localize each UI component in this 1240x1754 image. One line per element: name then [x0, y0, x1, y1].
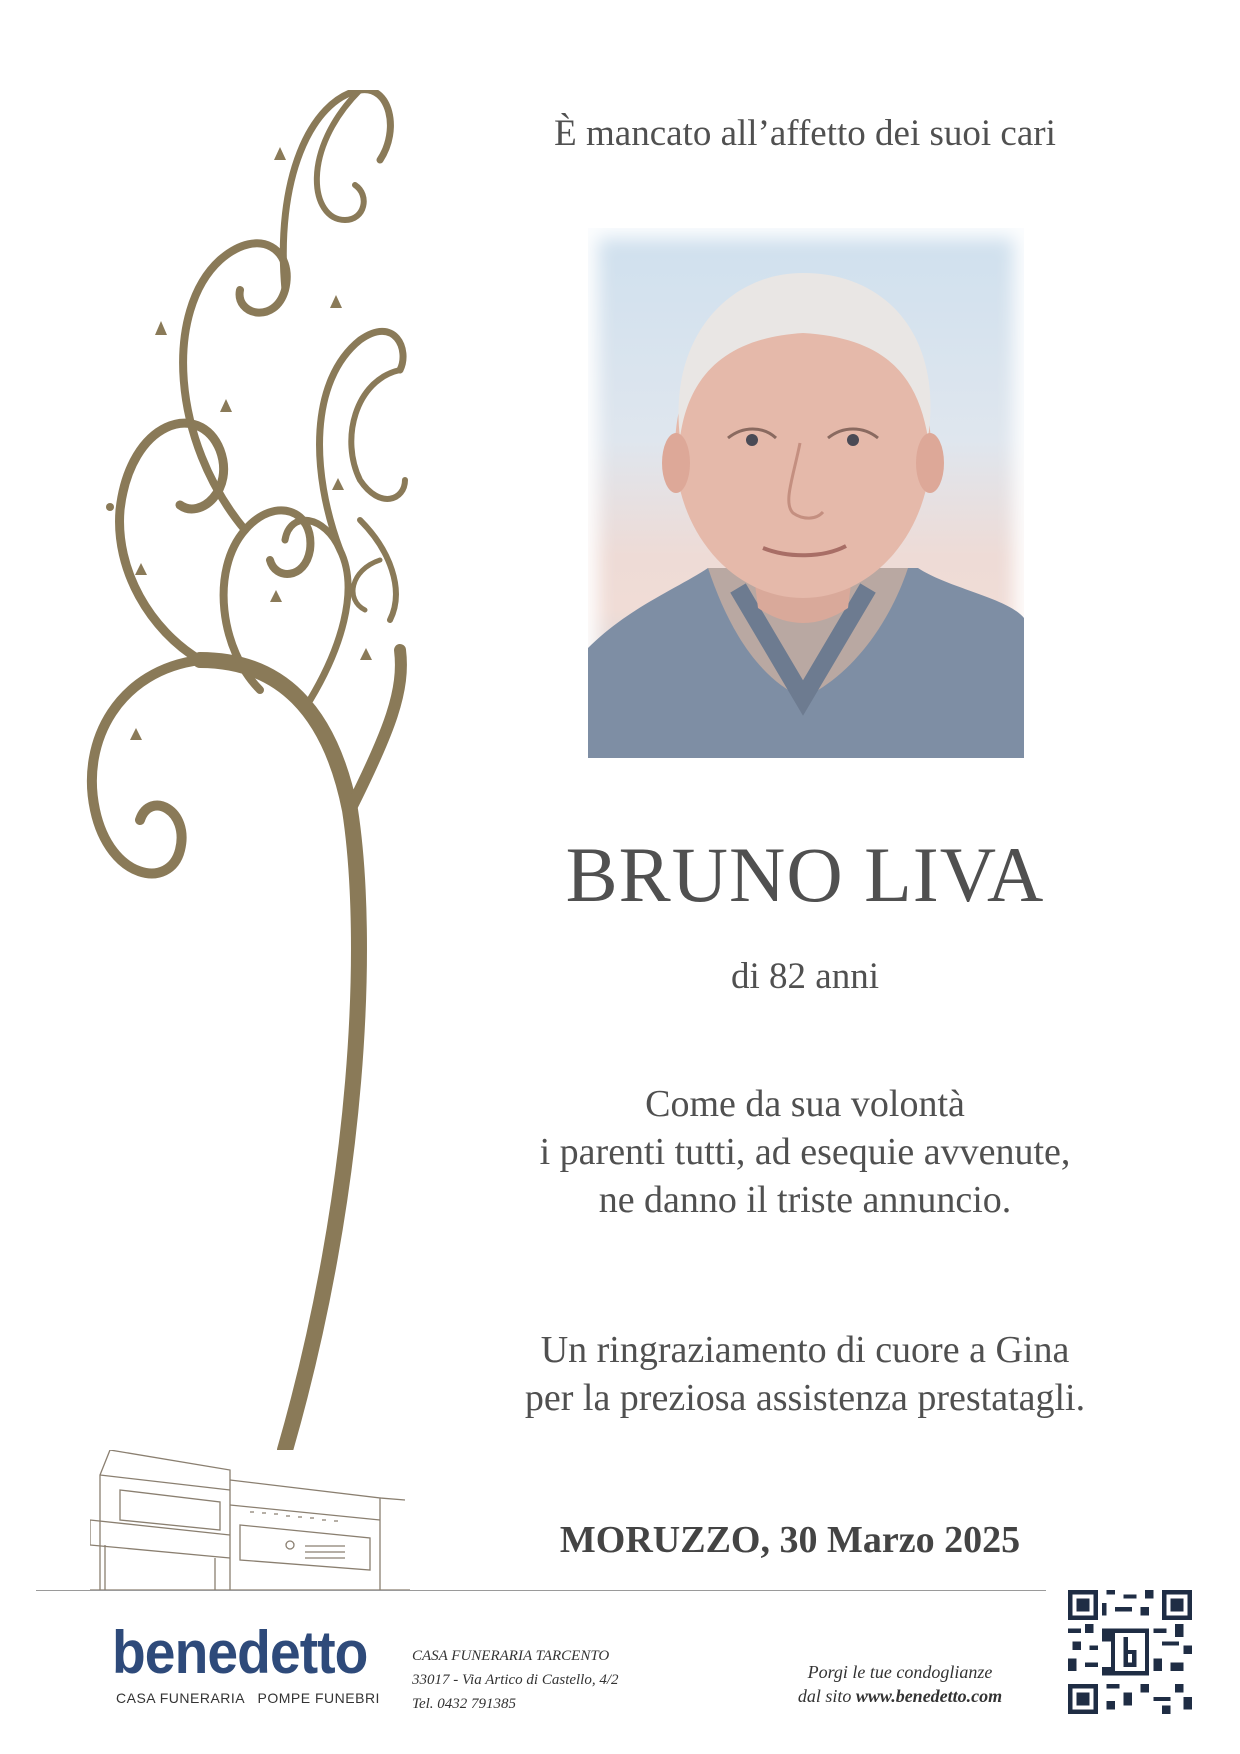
- website-link[interactable]: www.benedetto.com: [855, 1686, 1003, 1706]
- place-date: MORUZZO, 30 Marzo 2025: [559, 1519, 1021, 1561]
- funeral-home-building-icon: [90, 1450, 410, 1600]
- message-line: ne danno il triste annuncio.: [598, 1179, 1012, 1221]
- condolences-prefix: dal sito: [797, 1686, 856, 1706]
- address-line: 33017 - Via Artico di Castello, 4/2: [412, 1672, 619, 1688]
- decorative-tree-ornament: [60, 90, 420, 1450]
- message-line: i parenti tutti, ad esequie avvenute,: [539, 1131, 1071, 1173]
- announcement-message: [460, 1080, 1150, 1224]
- age-text: di 82 anni: [731, 956, 879, 997]
- address-line: Tel. 0432 791385: [412, 1696, 517, 1712]
- benedetto-logo: benedetto: [112, 1619, 368, 1686]
- condolences-line: Porgi le tue condoglianze: [807, 1662, 993, 1682]
- thanks-message: [460, 1326, 1150, 1422]
- condolences-note: [760, 1660, 1040, 1708]
- logo-subtitle: CASA FUNERARIA POMPE FUNEBRI: [116, 1690, 380, 1706]
- thanks-line: Un ringraziamento di cuore a Gina: [540, 1329, 1070, 1371]
- portrait-photo: [588, 228, 1024, 758]
- thanks-line: per la preziosa assistenza prestatagli.: [524, 1377, 1086, 1419]
- footer-divider: [36, 1590, 1046, 1591]
- funeral-home-address: [412, 1644, 619, 1716]
- qr-code-icon[interactable]: [1068, 1590, 1192, 1714]
- intro-text: È mancato all’affetto dei suoi cari: [554, 113, 1056, 154]
- address-line: CASA FUNERARIA TARCENTO: [412, 1648, 610, 1664]
- deceased-name: BRUNO LIVA: [565, 831, 1045, 918]
- message-line: Come da sua volontà: [645, 1083, 965, 1125]
